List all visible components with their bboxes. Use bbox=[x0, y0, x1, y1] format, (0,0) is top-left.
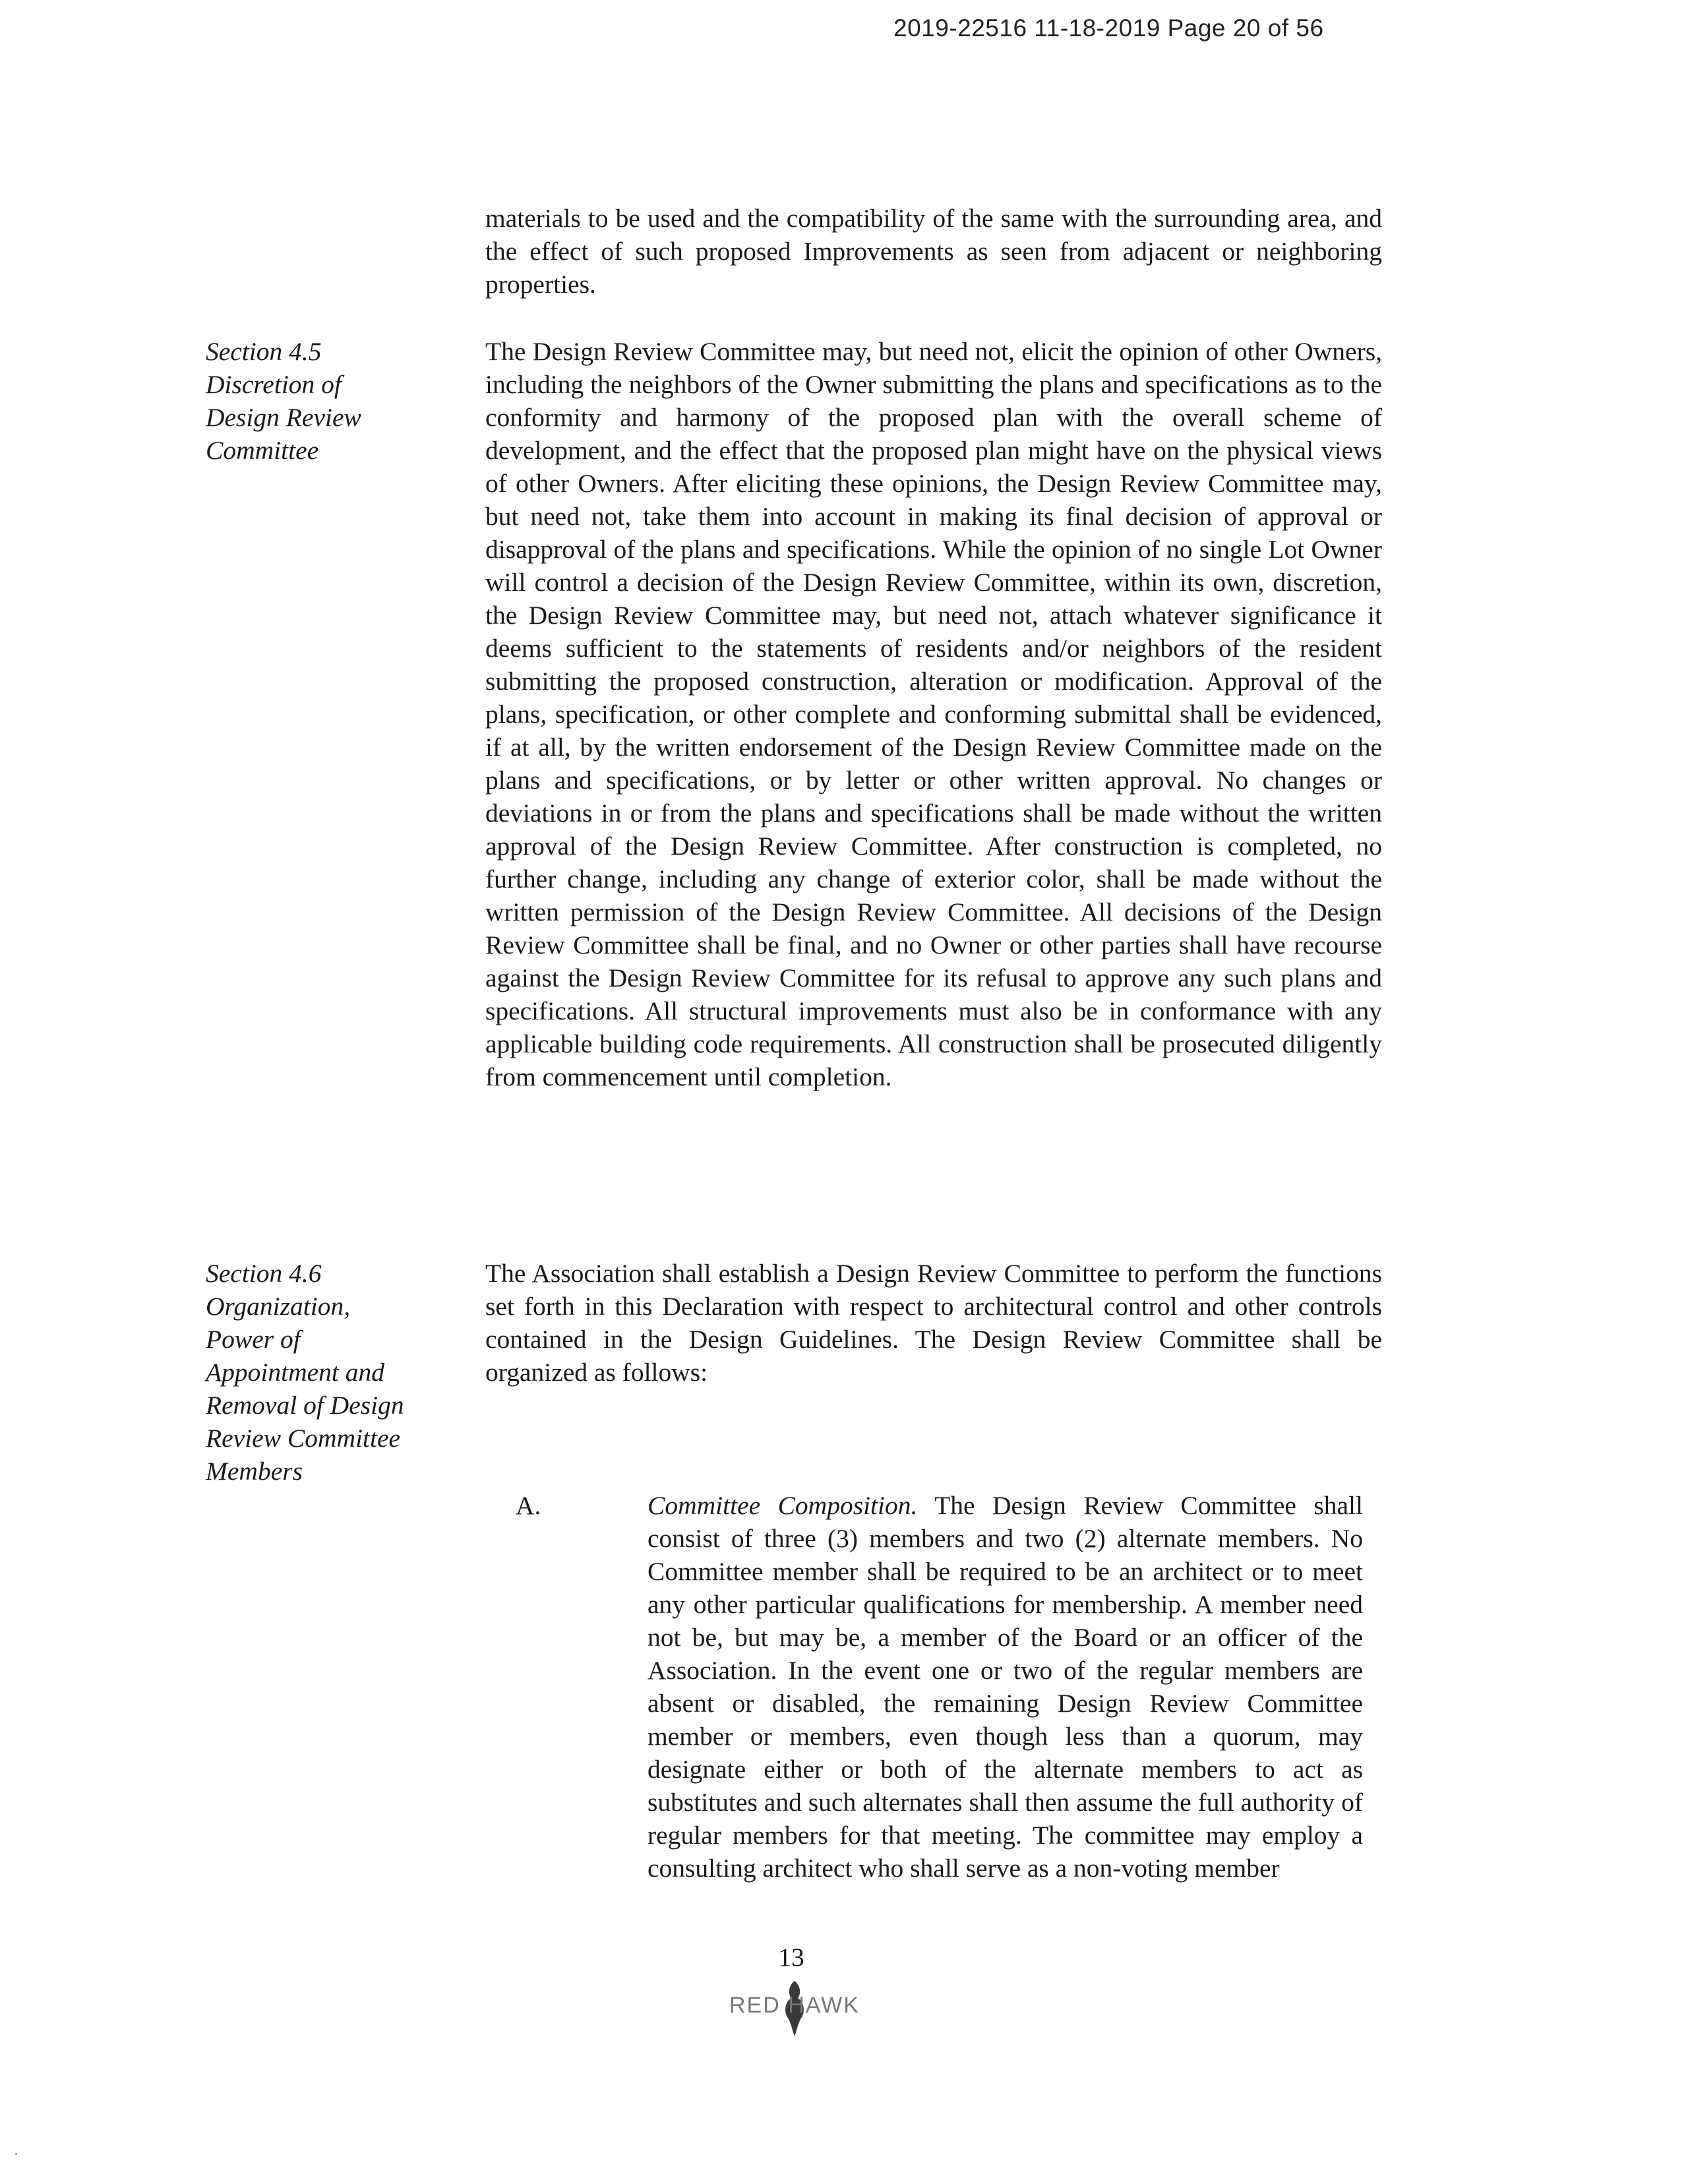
red-hawk-logo bbox=[715, 1978, 874, 2038]
heading-line: Discretion of bbox=[206, 370, 342, 399]
item-a-title: Committee Composition. bbox=[648, 1491, 918, 1520]
heading-line: Review Committee bbox=[206, 1424, 401, 1453]
heading-line: Section 4.5 bbox=[206, 337, 322, 366]
heading-line: Committee bbox=[206, 436, 319, 465]
section-4-5-body: The Design Review Committee may, but need not, elicit the opinion of other Owners, including the neighbors of the Owner submitting the plans and specifications as to the conformity and harmony of the proposed plan with the overall scheme of development, and the effect that the proposed plan might have on the physical views of other Owners. After eliciting these opinions, the Design Review Committee may, but need not, take them into account in making its final decision of approval or disapproval of the plans and specifications. While the opinion of no single Lot Owner will control a decision of the Design Review Committee, within its own, discretion, the Design Review Committee may, but need not, attach whatever significance it deems sufficient to the statements of residents and/or neighbors of the resident submitting the proposed construction, alteration or modification. Approval of the plans, specification, or other complete and conforming submittal shall be evidenced, if at all, by the written endorsement of the Design Review Committee made on the plans and specifications, or by letter or other written approval. No changes or deviations in or from the plans and specifications shall be made without the written approval of the Design Review Committee. After construction is completed, no further change, including any change of exterior color, shall be made without the written permission of the Design Review Committee. All decisions of the Design Review Committee shall be final, and no Owner or other parties shall have recourse against the Design Review Committee for its refusal to approve any such plans and specifications. All structural improvements must also be in conformance with any applicable building code requirements. All construction shall be prosecuted diligently from commencement until completion. bbox=[485, 337, 1382, 1091]
heading-line: Design Review bbox=[206, 403, 361, 432]
page-number: 13 bbox=[778, 1943, 804, 1972]
recording-stamp: 2019-22516 11-18-2019 Page 20 of 56 bbox=[893, 15, 1324, 42]
heading-line: Power of bbox=[206, 1325, 301, 1354]
section-4-6-heading bbox=[206, 1257, 443, 1488]
heading-line: Members bbox=[206, 1457, 303, 1486]
logo-text: RED HAWK bbox=[729, 1993, 860, 2018]
section-4-5-heading bbox=[206, 335, 443, 467]
heading-line: Removal of Design bbox=[206, 1391, 404, 1420]
heading-line: Organization, bbox=[206, 1292, 351, 1321]
item-a-paragraph bbox=[648, 1489, 1363, 1885]
heading-line: Section 4.6 bbox=[206, 1259, 322, 1288]
scan-speck bbox=[15, 2153, 17, 2155]
item-a-text: The Design Review Committee shall consist of three (3) members and two (2) alternate members. No Committee member shall be required to be an architect or to meet any other particular qualifications for membership. A member need not be, but may be, a member of the Board or an officer of the Association. In the event one or two of the regular members are absent or disabled, the remaining Design Review Committee member or members, even though less than a quorum, may designate either or both of the alternate members to act as substitutes and such alternates shall then assume the full authority of regular members for that meeting. The committee may employ a consulting architect who shall serve as a non-voting member bbox=[648, 1491, 1363, 1883]
intro-paragraph: materials to be used and the compatibility of the same with the surrounding area, and the effect of such proposed Improvements as seen from adjacent or neighboring properties. bbox=[485, 204, 1382, 299]
section-4-6-body: The Association shall establish a Design Review Committee to perform the functions set forth in this Declaration with respect to architectural control and other controls contained in the Design Guidelines. The Design Review Committee shall be organized as follows: bbox=[485, 1259, 1382, 1387]
heading-line: Appointment and bbox=[206, 1358, 384, 1387]
item-a-letter: A. bbox=[516, 1491, 541, 1520]
